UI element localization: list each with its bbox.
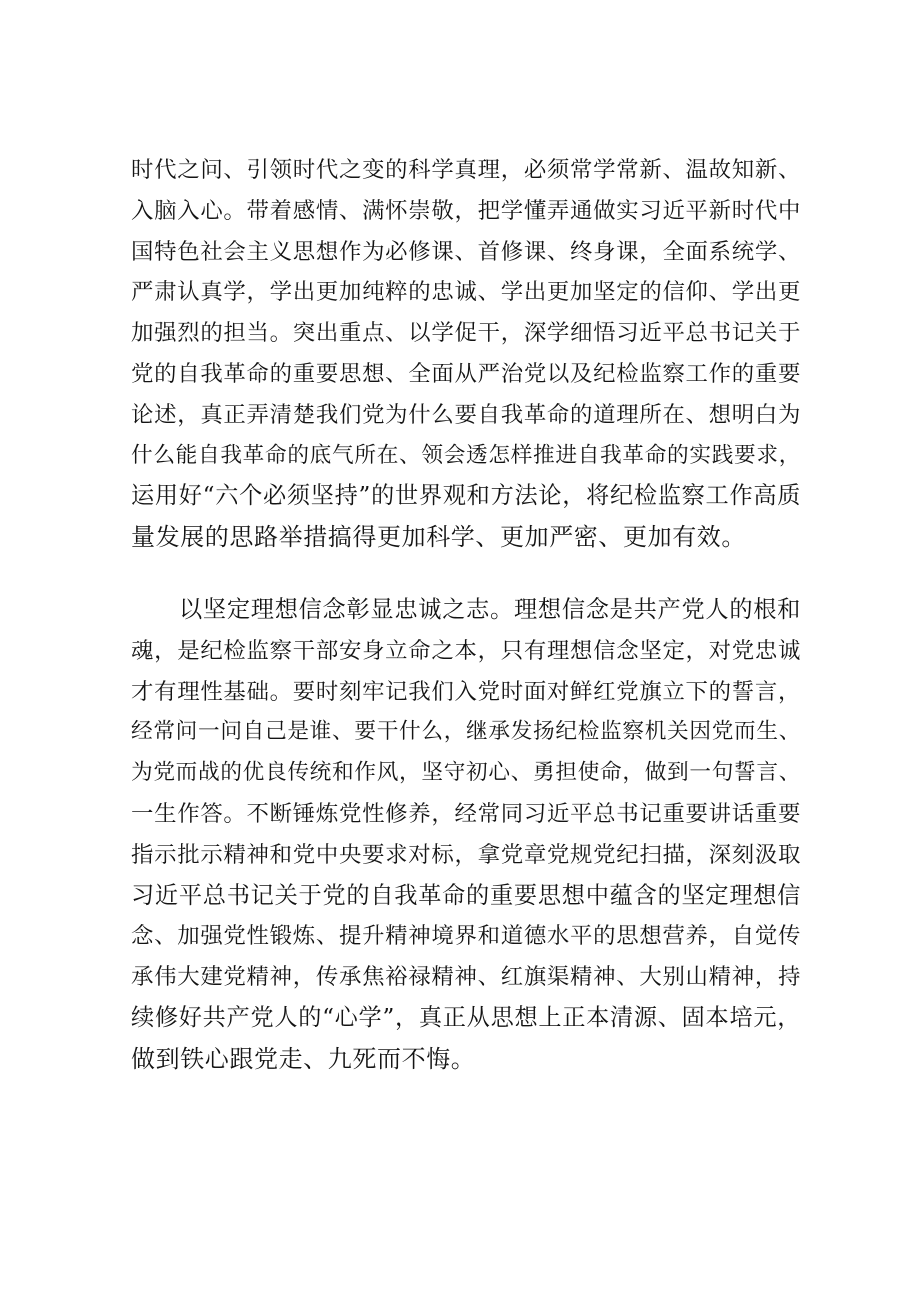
paragraph-line: 习近平总书记关于党的自我革命的重要思想中蕴含的坚定理想信 bbox=[131, 881, 801, 909]
paragraph-line: 论述，真正弄清楚我们党为什么要自我革命的道理所在、想明白为 bbox=[131, 401, 801, 428]
paragraph-line: 时代之问、引领时代之变的科学真理，必须常学常新、温故知新、 bbox=[131, 157, 801, 183]
paragraph-2 bbox=[131, 590, 801, 1080]
paragraph-line: 量发展的思路举措搞得更加科学、更加严密、更加有效。 bbox=[131, 523, 746, 552]
paragraph-line: 运用好“六个必须坚持”的世界观和方法论，将纪检监察工作高质 bbox=[131, 482, 801, 510]
paragraph-line: 为党而战的优良传统和作风，坚守初心、勇担使命，做到一句誓言、 bbox=[131, 760, 801, 786]
paragraph-line: 念、加强党性锻炼、提升精神境界和道德水平的思想营养，自觉传 bbox=[131, 923, 801, 950]
paragraph-line: 才有理性基础。要时刻牢记我们入党时面对鲜红党旗立下的誓言， bbox=[131, 678, 801, 705]
paragraph-line: 经常问一问自己是谁、要干什么，继承发扬纪检监察机关因党而生、 bbox=[131, 719, 801, 745]
paragraph-line: 魂，是纪检监察干部安身立命之本，只有理想信念坚定，对党忠诚 bbox=[131, 637, 801, 664]
paragraph-line: 做到铁心跟党走、九死而不悔。 bbox=[131, 1044, 476, 1073]
paragraph-line: 入脑入心。带着感情、满怀崇敬，把学懂弄通做实习近平新时代中 bbox=[131, 197, 801, 224]
paragraph-line: 承伟大建党精神，传承焦裕禄精神、红旗渠精神、大别山精神，持 bbox=[131, 964, 801, 991]
paragraph-line: 一生作答。不断锤炼党性修养，经常同习近平总书记重要讲话重要 bbox=[131, 800, 801, 827]
paragraph-line: 指示批示精神和党中央要求对标，拿党章党规党纪扫描，深刻汲取 bbox=[131, 841, 801, 868]
paragraph-line: 国特色社会主义思想作为必修课、首修课、终身课，全面系统学、 bbox=[131, 238, 801, 265]
paragraph-line: 加强烈的担当。突出重点、以学促干，深学细悟习近平总书记关于 bbox=[131, 320, 801, 347]
paragraph-1 bbox=[131, 150, 801, 558]
paragraph-line: 续修好共产党人的“心学”，真正从思想上正本清源、固本培元， bbox=[131, 1003, 801, 1031]
paragraph-line: 严肃认真学，学出更加纯粹的忠诚、学出更加坚定的信仰、学出更 bbox=[131, 279, 801, 306]
paragraph-line: 党的自我革命的重要思想、全面从严治党以及纪检监察工作的重要 bbox=[131, 360, 801, 387]
paragraph-line: 以坚定理想信念彰显忠诚之志。理想信念是共产党人的根和 bbox=[179, 596, 801, 623]
paragraph-line: 什么能自我革命的底气所在、领会透怎样推进自我革命的实践要求， bbox=[131, 442, 801, 468]
